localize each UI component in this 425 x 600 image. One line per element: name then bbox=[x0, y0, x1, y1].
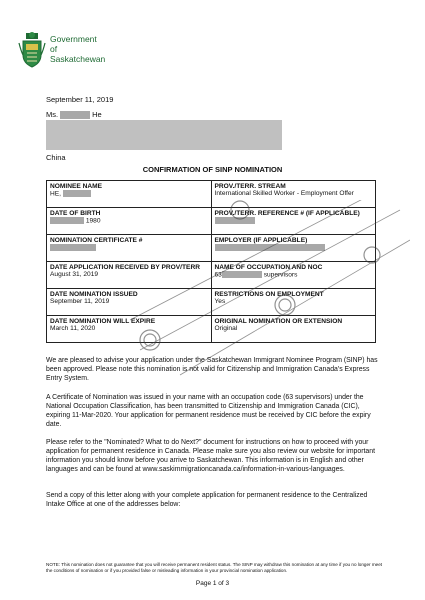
table-cell bbox=[47, 262, 212, 289]
issued-value: September 11, 2019 bbox=[50, 298, 110, 305]
table-cell bbox=[47, 181, 212, 208]
stream-label: PROV./TERR. STREAM bbox=[214, 183, 286, 190]
table-cell bbox=[47, 235, 212, 262]
employer-label: EMPLOYER (IF APPLICABLE) bbox=[214, 237, 308, 244]
received-label: DATE APPLICATION RECEIVED BY PROV/TERR bbox=[50, 264, 200, 271]
certificate-value bbox=[50, 244, 208, 251]
table-cell bbox=[211, 181, 376, 208]
stream-value: International Skilled Worker - Employment Offer bbox=[214, 190, 354, 197]
dob-year: 1980 bbox=[85, 217, 101, 225]
issued-label: DATE NOMINATION ISSUED bbox=[50, 291, 138, 298]
dob-value bbox=[50, 217, 208, 224]
redaction-block bbox=[50, 244, 96, 251]
footer-note: NOTE: This nomination does not guarantee that you will receive permanent resident status. The SINP may withdraw this nomination at any time if you no longer meet the conditions of nomination or if you provided false or misleading information in your provincial nomination application. bbox=[46, 562, 383, 573]
paragraph-certificate: A Certificate of Nomination was issued in your name with an occupation code (63 supervisors) under the National Occupation Classification, has been transmitted to Citizenship and Immigration Canada (CIC), expiring 11-Mar-2020. Your application for permanent residence must be received by CIC before the expiry date. bbox=[46, 394, 371, 428]
nominee-name-label: NOMINEE NAME bbox=[50, 183, 103, 190]
certificate-label: NOMINATION CERTIFICATE # bbox=[50, 237, 143, 244]
occupation-value bbox=[215, 271, 373, 278]
table-row bbox=[47, 235, 376, 262]
occupation-suffix: supervisors bbox=[263, 271, 298, 279]
redaction-block bbox=[50, 217, 84, 224]
address-redaction bbox=[46, 120, 282, 150]
dob-label: DATE OF BIRTH bbox=[50, 210, 101, 217]
nominee-surname: HE, bbox=[50, 190, 61, 198]
occupation-label: NAME OF OCCUPATION AND NOC bbox=[214, 264, 323, 271]
reference-label: PROV./TERR. REFERENCE # (IF APPLICABLE) bbox=[214, 210, 360, 217]
paragraph-instructions: Please refer to the "Nominated? What to do Next?" document for instructions on how to proceed with your application for permanent residence in Canada. Please make sure you also review our website for important information you should know before you arrive to Saskatchewan. This information is in English and other languages and can be found at www.saskimmigrationcanada.ca/information-in-various-languages. bbox=[46, 439, 376, 473]
reference-value bbox=[215, 217, 373, 224]
paragraph-approval: We are pleased to advise your application under the Saskatchewan Immigrant Nominee Program (SINP) has been approved. Please note this nomination is not valid for Citizenship and Immigration Canada's Express Entry System. bbox=[46, 357, 378, 382]
redaction-block bbox=[215, 244, 325, 251]
table-cell bbox=[211, 289, 376, 316]
salutation-suffix: He bbox=[92, 110, 102, 119]
table-row bbox=[47, 181, 376, 208]
employer-value bbox=[215, 244, 373, 251]
table-cell bbox=[211, 235, 376, 262]
recipient-name bbox=[46, 110, 102, 119]
table-cell bbox=[211, 208, 376, 235]
nominee-name-value bbox=[50, 190, 208, 197]
table-row bbox=[47, 262, 376, 289]
table-cell bbox=[47, 316, 212, 343]
noc-code-prefix: 63 bbox=[214, 271, 222, 279]
government-name bbox=[50, 34, 105, 64]
table-cell bbox=[47, 208, 212, 235]
table-cell bbox=[211, 262, 376, 289]
table-row bbox=[47, 289, 376, 316]
saskatchewan-crest-logo bbox=[17, 31, 47, 69]
recipient-country: China bbox=[46, 153, 66, 162]
table-row bbox=[47, 208, 376, 235]
letter-date: September 11, 2019 bbox=[46, 95, 114, 104]
org-line-3: Saskatchewan bbox=[50, 54, 106, 64]
table-row bbox=[47, 316, 376, 343]
restrictions-value: Yes bbox=[214, 298, 226, 305]
redaction-block bbox=[60, 111, 90, 119]
paragraph-send-copy: Send a copy of this letter along with your complete application for permanent residence to the Centralized Intake Office at one of the addresses below: bbox=[46, 492, 368, 508]
received-value: August 31, 2019 bbox=[50, 271, 99, 278]
page-number: Page 1 of 3 bbox=[195, 580, 230, 587]
redaction-block bbox=[222, 271, 262, 278]
extension-value: Original bbox=[214, 325, 238, 332]
nomination-details-table bbox=[46, 180, 376, 343]
extension-label: ORIGINAL NOMINATION OR EXTENSION bbox=[214, 318, 343, 325]
redaction-block bbox=[215, 217, 255, 224]
letter-title: CONFIRMATION OF SINP NOMINATION bbox=[142, 165, 283, 174]
org-line-2: of bbox=[50, 44, 58, 54]
org-line-1: Government bbox=[50, 34, 97, 44]
expire-label: DATE NOMINATION WILL EXPIRE bbox=[50, 318, 156, 325]
table-cell bbox=[47, 289, 212, 316]
restrictions-label: RESTRICTIONS ON EMPLOYMENT bbox=[214, 291, 324, 298]
salutation-prefix: Ms. bbox=[46, 110, 59, 119]
expire-value: March 11, 2020 bbox=[50, 325, 96, 332]
table-cell bbox=[211, 316, 376, 343]
redaction-block bbox=[63, 190, 91, 197]
